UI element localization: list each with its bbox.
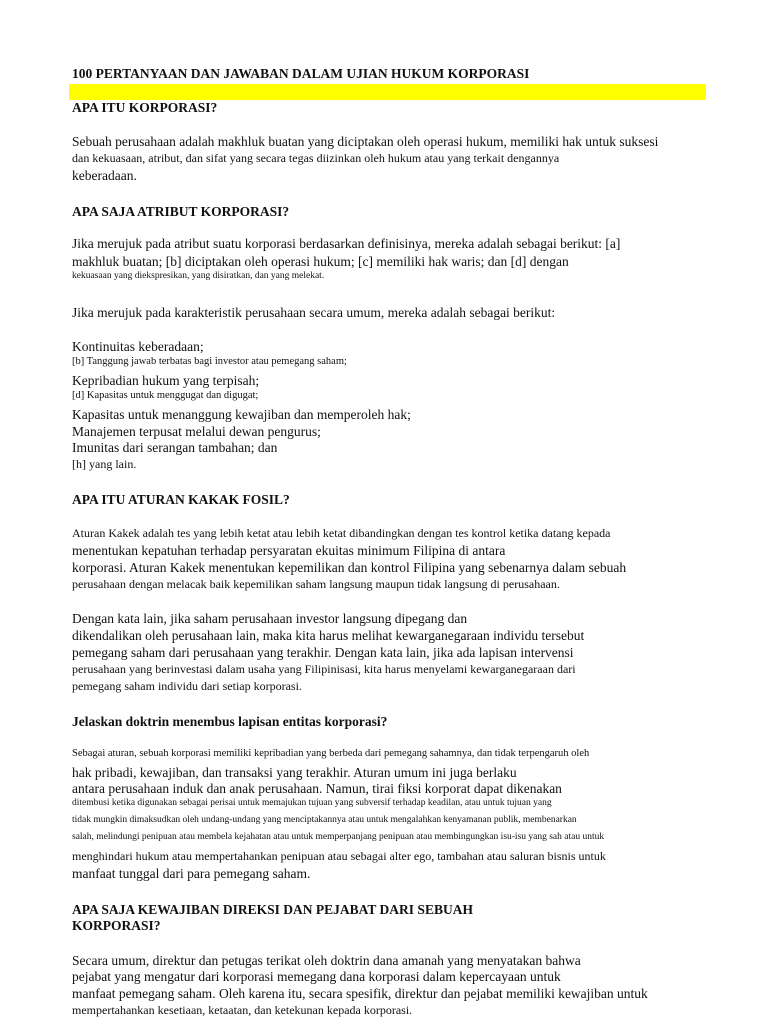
paragraph-line: makhluk buatan; [b] diciptakan oleh operasi hukum; [c] memiliki hak waris; dan [d] dengan xyxy=(72,254,569,269)
paragraph-line: antara perusahaan induk dan anak perusahaan. Namun, tirai fiksi korporat dapat dikenakan xyxy=(72,781,562,796)
paragraph-line: perusahaan yang berinvestasi dalam usaha yang Filipinisasi, kita harus menyelami kewarganegaraan dari xyxy=(72,662,576,676)
section-heading: APA ITU ATURAN KAKAK FOSIL? xyxy=(72,492,290,507)
list-item: Imunitas dari serangan tambahan; dan xyxy=(72,440,278,455)
list-item: [h] yang lain. xyxy=(72,457,137,471)
paragraph-line: Jika merujuk pada karakteristik perusahaan secara umum, mereka adalah sebagai berikut: xyxy=(72,305,556,320)
paragraph-line: salah, melindungi penipuan atau membela kejahatan atau untuk memperpanjang penipuan atau membingungkan isu-isu yang sah atau untuk xyxy=(72,832,605,842)
list-item: [d] Kapasitas untuk menggugat dan digugat; xyxy=(72,390,259,401)
paragraph-line: menentukan kepatuhan terhadap persyaratan ekuitas minimum Filipina di antara xyxy=(72,543,506,558)
paragraph-line: keberadaan. xyxy=(72,168,137,183)
paragraph-line: Aturan Kakek adalah tes yang lebih ketat atau lebih ketat dibandingkan dengan tes kontrol ketika datang kepada xyxy=(72,526,611,540)
paragraph-line: dan kekuasaan, atribut, dan sifat yang secara tegas diizinkan oleh hukum atau yang terkait dengannya xyxy=(72,151,560,165)
list-item: [b] Tanggung jawab terbatas bagi investor atau pemegang saham; xyxy=(72,356,347,367)
list-item: Kepribadian hukum yang terpisah; xyxy=(72,373,260,388)
paragraph-line: ditembusi ketika digunakan sebagai perisai untuk memajukan tujuan yang subversif terhadap keadilan, atau untuk tujuan yang xyxy=(72,798,552,808)
section-heading: APA ITU KORPORASI? xyxy=(72,100,218,115)
section-heading: Jelaskan doktrin menembus lapisan entitas korporasi? xyxy=(72,714,388,729)
paragraph-line: Secara umum, direktur dan petugas terikat oleh doktrin dana amanah yang menyatakan bahwa xyxy=(72,953,581,968)
paragraph-line: manfaat tunggal dari para pemegang saham. xyxy=(72,866,311,881)
paragraph-line: pejabat yang mengatur dari korporasi memegang dana korporasi dalam kepercayaan untuk xyxy=(72,969,561,984)
paragraph-line: pemegang saham individu dari setiap korporasi. xyxy=(72,679,302,693)
paragraph-line: perusahaan dengan melacak baik kepemilikan saham langsung maupun tidak langsung di perusahaan. xyxy=(72,577,560,591)
paragraph-line: mempertahankan kesetiaan, ketaatan, dan ketekunan kepada korporasi. xyxy=(72,1003,413,1017)
paragraph-line: Dengan kata lain, jika saham perusahaan investor langsung dipegang dan xyxy=(72,611,468,626)
section-heading: APA SAJA KEWAJIBAN DIREKSI DAN PEJABAT DARI SEBUAH xyxy=(72,902,473,917)
paragraph-line: manfaat pemegang saham. Oleh karena itu, secara spesifik, direktur dan pejabat memiliki kewajiban untuk xyxy=(72,986,648,1001)
list-item: Kapasitas untuk menanggung kewajiban dan memperoleh hak; xyxy=(72,407,411,422)
paragraph-line: Jika merujuk pada atribut suatu korporasi berdasarkan definisinya, mereka adalah sebagai berikut: [a] xyxy=(72,236,621,251)
paragraph-line: kekuasaan yang diekspresikan, yang disiratkan, dan yang melekat. xyxy=(72,271,325,281)
paragraph-line: Sebagai aturan, sebuah korporasi memiliki kepribadian yang berbeda dari pemegang sahamnya, dan tidak terpengaruh oleh xyxy=(72,748,590,759)
paragraph-line: hak pribadi, kewajiban, dan transaksi yang terakhir. Aturan umum ini juga berlaku xyxy=(72,765,517,780)
list-item: Manajemen terpusat melalui dewan pengurus; xyxy=(72,424,321,439)
document-title: 100 PERTANYAAN DAN JAWABAN DALAM UJIAN HUKUM KORPORASI xyxy=(72,66,530,81)
paragraph-line: pemegang saham dari perusahaan yang terakhir. Dengan kata lain, jika ada lapisan intervensi xyxy=(72,645,574,660)
paragraph-line: tidak mungkin dimaksudkan oleh undang-undang yang menciptakannya atau untuk mengalahkan kenyamanan publik, membenarkan xyxy=(72,815,577,825)
list-item: Kontinuitas keberadaan; xyxy=(72,339,204,354)
section-heading: KORPORASI? xyxy=(72,918,161,933)
paragraph-line: korporasi. Aturan Kakek menentukan kepemilikan dan kontrol Filipina yang sebenarnya dalam sebuah xyxy=(72,560,627,575)
paragraph-line: Sebuah perusahaan adalah makhluk buatan yang diciptakan oleh operasi hukum, memiliki hak untuk suksesi xyxy=(72,134,659,149)
paragraph-line: menghindari hukum atau mempertahankan penipuan atau sebagai alter ego, tambahan atau saluran bisnis untuk xyxy=(72,849,606,863)
paragraph-line: dikendalikan oleh perusahaan lain, maka kita harus melihat kewarganegaraan individu tersebut xyxy=(72,628,585,643)
section-heading: APA SAJA ATRIBUT KORPORASI? xyxy=(72,204,290,219)
highlight-bar xyxy=(69,84,706,100)
